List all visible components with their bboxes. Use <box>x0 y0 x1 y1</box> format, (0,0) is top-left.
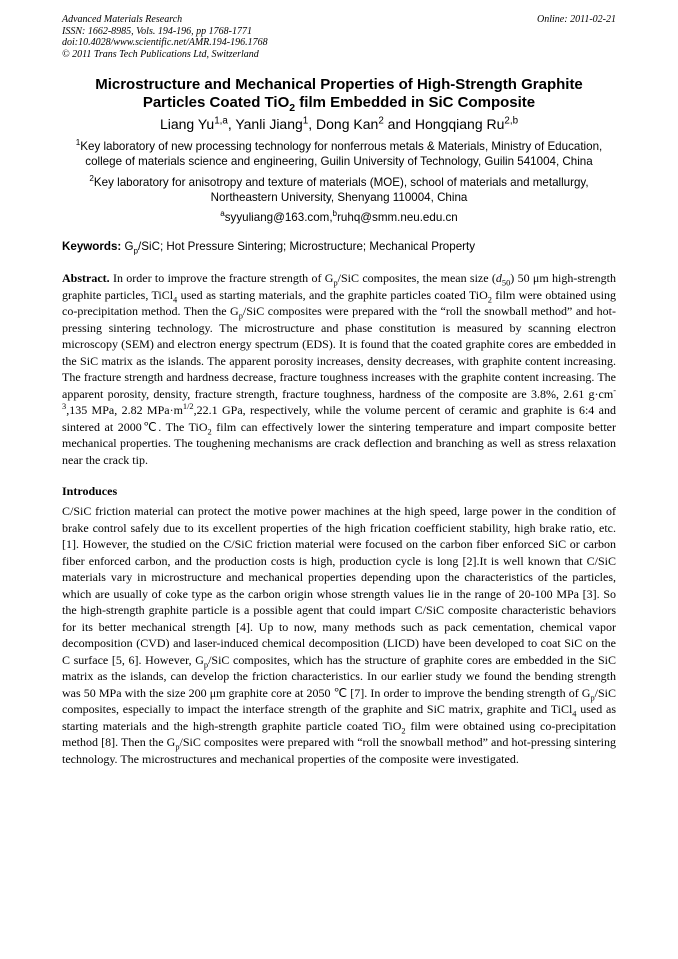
journal-header <box>62 14 616 60</box>
abstract-text: ,135 MPa, 2.82 MPa·m <box>66 403 183 417</box>
doi-line: doi:10.4028/www.scientific.net/AMR.194-196.1768 <box>62 37 268 48</box>
journal-name: Advanced Materials Research <box>62 14 183 25</box>
title-line-1: Microstructure and Mechanical Properties of High-Strength Graphite <box>95 76 583 93</box>
author-affil-mark: 2,b <box>504 115 519 127</box>
title-subscript: 2 <box>289 101 296 114</box>
author-affil-mark: 1,a <box>214 115 228 127</box>
abstract-text: ) 50 μm high-strength graphite particles, TiCl <box>62 271 616 302</box>
title-text: film Embedded in SiC Composite <box>295 93 536 111</box>
abstract-subscript: 4 <box>173 294 178 304</box>
online-date: Online: 2011-02-21 <box>537 14 616 25</box>
intro-subscript: p <box>590 692 595 702</box>
abstract-text: /SiC composites were prepared with the “roll the snowball method” and hot-pressing sintering technology. The microstructure and phase constitution is measured by scanning electron microscopy (SEM) and electron energy spectrum (EDS). It is found that the coated graphite cores are embedded in the SiC matrix as the islands. The apparent porosity increases, density decreases, with graphite content increasing. The fracture strength and hardness decrease, fracture toughness increases with the graphite content increasing. The apparent porosity, density, fracture strength, fracture toughness, hardness of the composite are 3.8%, 2.61 g·cm <box>62 304 616 401</box>
affil-number: 2 <box>89 174 94 184</box>
intro-subscript: 4 <box>572 709 577 719</box>
author-name: Liang Yu <box>159 116 215 132</box>
intro-text: /SiC composites were prepared with “roll the snowball method” and hot-pressing sintering technology. The microstructures and mechanical properties of the composite were investigated. <box>62 735 616 766</box>
keywords-subscript: p <box>133 246 139 256</box>
keywords <box>62 240 616 256</box>
issn-line: ISSN: 1662-8985, Vols. 194-196, pp 1768-1771 <box>62 25 252 37</box>
intro-subscript: p <box>175 742 180 752</box>
abstract-superscript: 1/2 <box>182 402 194 411</box>
copyright-line: © 2011 Trans Tech Publications Ltd, Switzerland <box>62 48 259 60</box>
intro-text: /SiC composites, which has the structure of graphite cores are embedded in the SiC matrix as the islands, can develop the friction characteristics. In our earlier study we found the bending strength was 50 MPa with the size 200 μm graphite core at 2050 ℃ [7]. In order to improve the bending strength of G <box>62 652 616 700</box>
intro-subscript: p <box>203 659 209 669</box>
abstract-subscript: 2 <box>207 426 212 436</box>
paper-title <box>62 76 616 114</box>
author-affil-mark: 2 <box>378 115 384 127</box>
abstract-text: ,22.1 GPa, respectively, while the volume percent of ceramic and graphite is 6:4 and sintered at 2000℃. The TiO <box>62 403 616 434</box>
author-name: , Yanli Jiang <box>227 116 303 132</box>
intro-text: /SiC composites, especially to impact the interface strength of the graphite and SiC matrix, graphite and TiCl <box>62 685 616 716</box>
abstract-subscript: p <box>238 311 243 321</box>
abstract-superscript: -3 <box>62 385 616 411</box>
email-address[interactable]: syyuliang@163.com, <box>224 211 333 224</box>
abstract-label: Abstract. <box>62 271 110 285</box>
section-heading-introduces: Introduces <box>62 484 118 498</box>
author-affil-mark: 1 <box>302 115 309 127</box>
title-text: Particles Coated TiO <box>142 93 290 111</box>
abstract-text: /SiC composites, the mean size ( <box>337 271 496 285</box>
affil-text: Key laboratory for anisotropy and texture of materials (MOE), school of materials and metallurgy, Northeastern University, Shenyang 110004, China <box>93 176 589 204</box>
abstract-text: film were obtained using co-precipitation method. Then the G <box>62 287 617 318</box>
abstract-symbol: d <box>495 271 502 285</box>
intro-text: used as starting materials and the high-strength graphite particle coated TiO <box>62 702 616 733</box>
author-name: and Hongqiang Ru <box>383 116 505 132</box>
email-mark: b <box>332 209 338 219</box>
intro-text: film were obtained using co-precipitation method [8]. Then the G <box>62 718 616 749</box>
keywords-text: G <box>121 240 134 253</box>
abstract <box>62 270 616 468</box>
email-address[interactable]: ruhq@smm.neu.edu.cn <box>337 211 458 224</box>
affiliation-1 <box>62 139 616 169</box>
intro-paragraph <box>62 503 616 767</box>
affil-number: 1 <box>75 138 81 148</box>
title-line-2 <box>62 94 616 112</box>
author-list <box>62 115 616 133</box>
abstract-subscript: 50 <box>501 278 511 288</box>
affiliation-2 <box>62 175 616 205</box>
abstract-subscript: p <box>333 278 338 288</box>
abstract-subscript: 2 <box>487 294 492 304</box>
email-mark: a <box>220 209 225 219</box>
affil-text: Key laboratory of new processing technology for nonferrous metals & Materials, Ministry of Education, college of materials science and engineering, Guilin University of Technology, Guilin 541004, China <box>80 140 603 168</box>
intro-subscript: 2 <box>401 725 406 735</box>
keywords-text: /SiC; Hot Pressure Sintering; Microstructure; Mechanical Property <box>138 240 476 253</box>
abstract-text: In order to improve the fracture strength of G <box>109 271 334 285</box>
author-name: , Dong Kan <box>308 116 379 132</box>
abstract-text: used as starting materials, and the graphite particles coated TiO <box>177 287 488 302</box>
intro-text: C/SiC friction material can protect the motive power machines at the high speed, large power in the condition of brake control safely due to its excellent properties of the high frication coefficient stability, high brake ratio, etc. [1]. However, the studied on the C/SiC friction material were focused on the carbon fiber enforced SiC or carbon fiber enforced carbon, and the production costs is high, production cycle is long [2].It is well known that C/SiC materials vary in microstructure and mechanical properties depending upon the characteristics of the particles, which are usually of coke type as the carbon origin whose strength values lie in the range of 20-100 MPa [3]. So the high-strength graphite particle is a possible agent that could impart C/SiC composite characteristic behaviors for its better mechanical strength [4]. Up to now, many methods such as pack cementation, chemical vapor decomposition (CVD) and laser-induced chemical decomposition (LICD) have been developed to coat SiC on the C surface [5, 6]. However, G <box>62 504 616 667</box>
keywords-label: Keywords: <box>62 240 122 253</box>
abstract-text: film can effectively lower the sintering temperature and impart composite better mechanical properties. The toughening mechanisms are crack deflection and branching as well as stress relaxation near the crack tip. <box>62 419 616 467</box>
email-line <box>62 211 616 224</box>
